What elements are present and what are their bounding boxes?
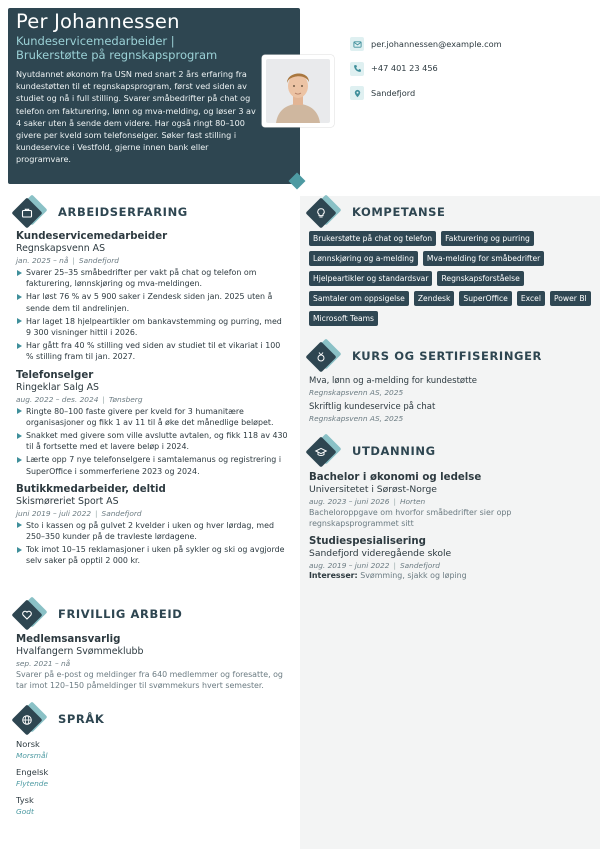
- job-title: Telefonselger: [16, 369, 94, 381]
- briefcase-icon: [14, 198, 44, 228]
- education-dates: aug. 2023 – juni 2026: [309, 497, 390, 506]
- headline-line-2: Brukerstøtte på regnskapsprogram: [16, 48, 218, 62]
- job-entry: [16, 230, 288, 363]
- school-name: Universitetet i Sørøst-Norge: [309, 484, 437, 495]
- course-item: [309, 376, 589, 398]
- education-description: Bacheloroppgave om hvorfor småbedrifter sier opp regnskapsprogrammet sitt: [309, 508, 512, 528]
- section-title-experience: ARBEIDSERFARING: [58, 205, 188, 220]
- job-bullets: [16, 406, 288, 477]
- language-level: Godt: [16, 807, 34, 816]
- email-text[interactable]: per.johannessen@example.com: [371, 38, 502, 49]
- job-bullets: [16, 267, 288, 363]
- interests-label: Interesser:: [309, 571, 358, 580]
- language-name: Tysk: [16, 795, 34, 805]
- job-dates: aug. 2022 – des. 2024: [16, 394, 99, 404]
- bullet-item: Svarer 25–35 småbedrifter per vakt på chat og telefon om fakturering, lønnskjøring og mva-meldingen.: [16, 267, 288, 289]
- job-title: Butikkmedarbeider, deltid: [16, 483, 166, 495]
- section-header-skills: [308, 198, 446, 228]
- mail-icon: [350, 37, 364, 51]
- language-item: [16, 795, 288, 817]
- interests-value: Svømming, sjakk og løping: [360, 571, 467, 580]
- graduation-cap-icon: [308, 437, 338, 467]
- job-company: Ringeklar Salg AS: [16, 381, 99, 393]
- language-item: [16, 739, 288, 761]
- language-level: Flytende: [16, 779, 49, 788]
- experience-list: [16, 230, 288, 569]
- heart-hand-icon: [14, 600, 44, 630]
- bullet-item: Lærte opp 7 nye telefonselgere i samtalemanus og registrering i SuperOffice i sommerferiene 2023 og 2024.: [16, 454, 288, 476]
- section-header-education: [308, 437, 436, 467]
- language-list: [16, 739, 288, 817]
- section-title-languages: SPRÅK: [58, 712, 105, 727]
- portrait-image: [266, 59, 330, 123]
- education-dates: aug. 2019 – juni 2022: [309, 561, 390, 570]
- profile-summary: Nyutdannet økonom fra USN med snart 2 års erfaring fra kundestøtten til et regnskapsprogram, først ved siden av studiet og nå i full stilling. Svarer småbedrifter på chat og telefon om fakturering, lønn og mva-melding, og løser 3 av 4 saker uten å sende dem videre. Har også ringt 80–100 givere per kveld som telefonselger. Søker fast stilling i kundeservice i Vestfold, gjerne innen bank eller programvare.: [16, 69, 256, 165]
- skill-tag: Regnskapsforståelse: [437, 271, 523, 286]
- job-dates: juni 2019 – juli 2022: [16, 508, 92, 518]
- section-title-courses: KURS OG SERTIFISERINGER: [352, 349, 542, 364]
- bullet-item: Ringte 80–100 faste givere per kveld for 3 humanitære organisasjoner og fikk 1 av 11 til å øke det månedlige beløpet.: [16, 406, 288, 428]
- contact-phone-row[interactable]: [350, 57, 502, 82]
- language-item: [16, 767, 288, 789]
- education-entry: [309, 535, 591, 571]
- bullet-item: Har løst 76 % av 5 900 saker i Zendesk siden jan. 2025 uten å sende dem til andrelinjen.: [16, 291, 288, 313]
- map-pin-icon: [350, 86, 364, 100]
- skill-tag: Microsoft Teams: [309, 311, 378, 326]
- job-bullets: [16, 520, 288, 567]
- phone-text[interactable]: +47 401 23 456: [371, 63, 438, 74]
- volunteer-org: Hvalfangern Svømmeklubb: [16, 646, 144, 657]
- education-location: Sandefjord: [399, 561, 441, 570]
- location-text: Sandefjord: [371, 87, 416, 98]
- education-location: Horten: [399, 497, 426, 506]
- volunteer-dates: sep. 2021 – nå: [16, 659, 71, 668]
- job-company: Regnskapsvenn AS: [16, 243, 106, 254]
- course-meta: Regnskapsvenn AS, 2025: [309, 388, 404, 397]
- profile-photo: [262, 55, 334, 127]
- skill-tag: Brukerstøtte på chat og telefon: [309, 231, 436, 246]
- section-header-languages: [14, 705, 104, 735]
- job-company: Skismøreriet Sport AS: [16, 495, 119, 507]
- skill-tag: Zendesk: [414, 291, 455, 306]
- job-entry: [16, 483, 288, 567]
- section-title-volunteer: FRIVILLIG ARBEID: [58, 607, 183, 622]
- education-entry: [309, 471, 591, 529]
- skill-tag: Lønnskjøring og a-melding: [309, 251, 418, 266]
- section-header-courses: [308, 342, 542, 372]
- header-card: [8, 8, 300, 184]
- language-level: Morsmål: [16, 751, 48, 760]
- education-list: [309, 471, 591, 582]
- education-meta: aug. 2019 – juni 2022 | Sandefjord: [309, 561, 441, 570]
- bullet-item: Har laget 18 hjelpeartikler om bankavstemming og purring, med 9 300 visninger hittil i 2026.: [16, 316, 288, 338]
- course-title: Skriftlig kundeservice på chat: [309, 402, 436, 412]
- job-dates: jan. 2025 – nå: [16, 256, 69, 265]
- language-name: Norsk: [16, 739, 40, 749]
- skill-tag: Fakturering og purring: [441, 231, 534, 246]
- medal-icon: [308, 342, 338, 372]
- section-header-experience: [14, 198, 188, 228]
- contact-block: [350, 32, 502, 106]
- globe-icon: [14, 705, 44, 735]
- job-meta: jan. 2025 – nå | Sandefjord: [16, 256, 119, 265]
- volunteer-description: Svarer på e-post og meldinger fra 640 medlemmer og foresatte, og tar imot 120–150 påmeldinger til svømmekurs hvert semester.: [16, 670, 283, 690]
- phone-icon: [350, 62, 364, 76]
- contact-location-row: [350, 81, 502, 106]
- skill-tag: SuperOffice: [459, 291, 511, 306]
- skills-tags: [309, 231, 591, 326]
- degree-title: Studiespesialisering: [309, 536, 426, 547]
- job-title: Kundeservicemedarbeider: [16, 231, 168, 242]
- section-title-skills: KOMPETANSE: [352, 205, 446, 220]
- language-name: Engelsk: [16, 767, 49, 777]
- job-meta: juni 2019 – juli 2022 | Sandefjord: [16, 508, 142, 518]
- contact-email-row[interactable]: [350, 32, 502, 57]
- bullet-item: Har gått fra 40 % stilling ved siden av studiet til et vikariat i 100 % stilling fram til jan. 2027.: [16, 340, 288, 362]
- course-list: [309, 376, 589, 424]
- headline-line-1: Kundeservicemedarbeider |: [16, 34, 175, 48]
- job-location: Sandefjord: [78, 256, 119, 265]
- skill-tag: Power BI: [550, 291, 591, 306]
- job-location: Tønsberg: [108, 394, 143, 404]
- bullet-item: Snakket med givere som ville avslutte avtalen, og fikk 118 av 430 til å fortsette med et lavere beløp i 2024.: [16, 430, 288, 452]
- bullet-item: Sto i kassen og på gulvet 2 kvelder i uken og hver lørdag, med 250–350 kunder på de travleste lørdagene.: [16, 520, 288, 542]
- skill-tag: Samtaler om oppsigelse: [309, 291, 409, 306]
- bullet-item: Tok imot 10–15 reklamasjoner i uken på sykler og ski og avgjorde selv saker på opptil 2 000 kr.: [16, 544, 288, 566]
- course-meta: Regnskapsvenn AS, 2025: [309, 414, 404, 423]
- section-title-education: UTDANNING: [352, 444, 436, 459]
- lightbulb-icon: [308, 198, 338, 228]
- interests-line: [309, 571, 591, 582]
- skill-tag: Mva-melding for småbedrifter: [423, 251, 544, 266]
- skill-tag: Hjelpeartikler og standardsvar: [309, 271, 432, 286]
- course-title: Mva, lønn og a-melding for kundestøtte: [309, 376, 478, 386]
- job-location: Sandefjord: [101, 508, 142, 518]
- job-entry: [16, 369, 288, 477]
- volunteer-entry: [16, 633, 288, 691]
- course-item: [309, 402, 589, 424]
- skill-tag: Excel: [517, 291, 545, 306]
- section-header-volunteer: [14, 600, 182, 630]
- job-meta: aug. 2022 – des. 2024 | Tønsberg: [16, 394, 143, 404]
- school-name: Sandefjord videregående skole: [309, 548, 452, 559]
- education-meta: aug. 2023 – juni 2026 | Horten: [309, 497, 426, 506]
- candidate-name: Per Johannessen: [16, 10, 180, 33]
- volunteer-title: Medlemsansvarlig: [16, 634, 121, 645]
- degree-title: Bachelor i økonomi og ledelse: [309, 472, 482, 483]
